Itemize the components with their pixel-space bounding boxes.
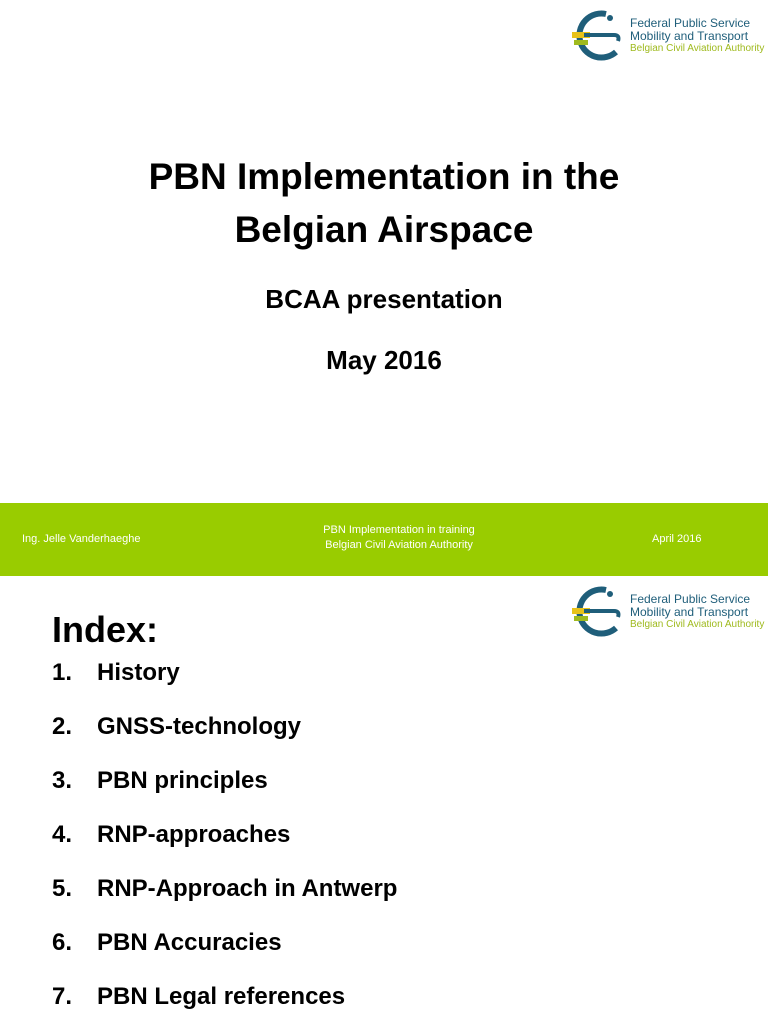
index-item-number: 7.	[52, 983, 73, 1010]
logo-line-3: Belgian Civil Aviation Authority	[630, 619, 765, 630]
footer-band	[0, 503, 768, 576]
logo-line-1: Federal Public Service	[630, 592, 751, 606]
index-item-pbn-legal-references	[52, 979, 397, 1024]
index-item-number: 3.	[52, 767, 73, 794]
footer-center-line-1: PBN Implementation in training	[323, 524, 475, 536]
index-item-pbn-principles	[52, 763, 397, 817]
logo-line-2: Mobility and Transport	[630, 605, 749, 619]
logo-text	[630, 17, 764, 55]
logo-line-2: Mobility and Transport	[630, 29, 749, 43]
footer-date: April 2016	[652, 533, 702, 545]
fps-logo-top	[570, 8, 764, 64]
title-line-1: PBN Implementation in the	[148, 156, 620, 197]
index-item-rnp-approaches	[52, 817, 397, 871]
footer-author: Ing. Jelle Vanderhaeghe	[22, 533, 141, 545]
index-item-rnp-approach-antwerp	[52, 871, 397, 925]
index-list	[52, 655, 397, 1024]
index-item-label: PBN Legal references	[97, 983, 346, 1010]
index-item-history	[52, 655, 397, 709]
index-item-label: History	[97, 659, 180, 686]
index-item-label: PBN Accuracies	[97, 929, 282, 956]
title-line-2: Belgian Airspace	[234, 209, 534, 250]
index-item-label: GNSS-technology	[97, 713, 302, 740]
index-item-number: 1.	[52, 659, 73, 686]
footer-center-line-2: Belgian Civil Aviation Authority	[325, 539, 473, 551]
index-heading: Index:	[52, 609, 159, 650]
presentation-title	[0, 150, 768, 256]
index-item-gnss-technology	[52, 709, 397, 763]
presentation-subtitle: BCAA presentation	[265, 284, 503, 314]
fps-emblem-icon	[570, 8, 626, 64]
logo-line-3: Belgian Civil Aviation Authority	[630, 43, 765, 54]
index-item-pbn-accuracies	[52, 925, 397, 979]
footer-center	[234, 523, 564, 553]
index-item-label: RNP-approaches	[97, 821, 291, 848]
fps-emblem-icon	[570, 584, 626, 640]
index-item-label: PBN principles	[97, 767, 268, 794]
fps-logo-bottom	[570, 584, 764, 640]
presentation-date: May 2016	[326, 345, 442, 375]
index-item-number: 5.	[52, 875, 73, 902]
index-item-label: RNP-Approach in Antwerp	[97, 875, 398, 902]
index-item-number: 6.	[52, 929, 73, 956]
index-item-number: 4.	[52, 821, 73, 848]
index-item-number: 2.	[52, 713, 73, 740]
logo-line-1: Federal Public Service	[630, 16, 751, 30]
logo-text	[630, 593, 764, 631]
